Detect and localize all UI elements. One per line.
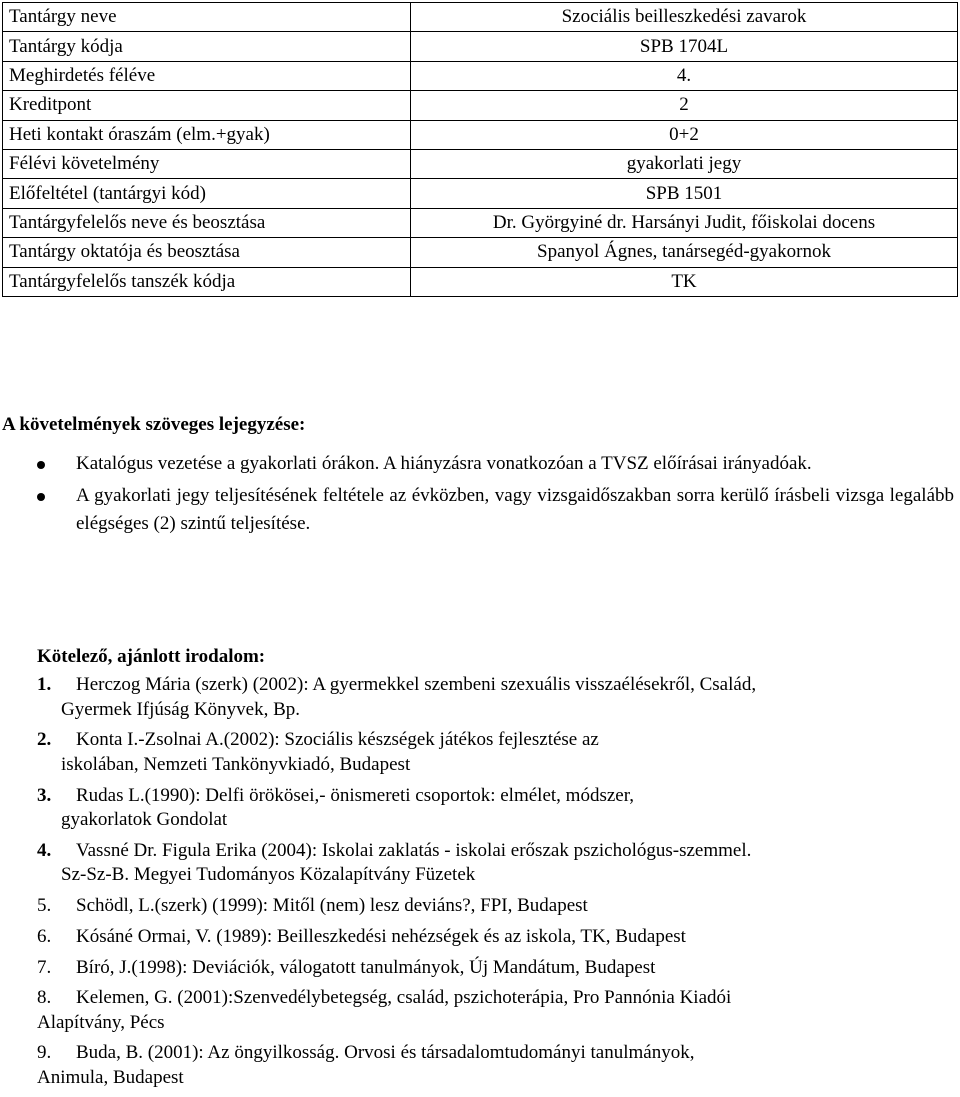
row-value: SPB 1704L (411, 32, 958, 61)
list-item (37, 673, 947, 722)
list-item (37, 839, 947, 888)
literature-list (37, 673, 947, 1097)
list-item (37, 925, 947, 950)
citation-text: Konta I.-Zsolnai A.(2002): Szociális készségek játékos fejlesztése az (76, 729, 599, 751)
citation-continuation: Gyermek Ifjúság Könyvek, Bp. (61, 698, 301, 720)
row-value: Szociális beilleszkedési zavarok (411, 3, 958, 32)
list-item (37, 1041, 947, 1090)
citation-text: Vassné Dr. Figula Erika (2004): Iskolai zaklatás - iskolai erőszak pszichológus-szemmel. (76, 839, 752, 861)
list-item (0, 482, 954, 538)
row-label: Kreditpont (3, 91, 411, 120)
row-label: Tantárgy oktatója és beosztása (3, 238, 411, 267)
row-value: Dr. Györgyiné dr. Harsányi Judit, főiskolai docens (411, 208, 958, 237)
citation-text: Kelemen, G. (2001):Szenvedélybetegség, család, pszichoterápia, Pro Pannónia Kiadói (76, 987, 732, 1009)
row-value: SPB 1501 (411, 179, 958, 208)
requirements-list (0, 450, 954, 542)
table-row (3, 179, 958, 208)
row-label: Heti kontakt óraszám (elm.+gyak) (3, 120, 411, 149)
row-label: Meghirdetés féléve (3, 61, 411, 90)
row-value: TK (411, 267, 958, 296)
citation-text: Rudas L.(1990): Delfi örökösei,- önismereti csoportok: elmélet, módszer, (76, 784, 635, 806)
requirement-text: A gyakorlati jegy teljesítésének feltétele az évközben, vagy vizsgaidőszakban sorra kerülő írásbeli vizsga legalább elégséges (2) szintű teljesítése. (76, 485, 954, 534)
requirements-heading: A követelmények szöveges lejegyzése: (2, 414, 306, 435)
row-value: Spanyol Ágnes, tanársegéd-gyakornok (411, 238, 958, 267)
row-value: gyakorlati jegy (411, 149, 958, 178)
citation-continuation: Animula, Budapest (37, 1067, 184, 1089)
list-item (37, 728, 947, 777)
table-row (3, 208, 958, 237)
citation-continuation: Sz-Sz-B. Megyei Tudományos Közalapítvány Füzetek (61, 864, 476, 886)
list-item (37, 894, 947, 919)
item-number: 3. (37, 784, 52, 806)
row-label: Félévi követelmény (3, 149, 411, 178)
row-value: 2 (411, 91, 958, 120)
table-row (3, 267, 958, 296)
bullet-icon (37, 461, 45, 469)
item-number: 6. (37, 925, 52, 947)
row-value: 4. (411, 61, 958, 90)
item-number: 4. (37, 839, 52, 861)
list-item (37, 956, 947, 981)
table-row (3, 91, 958, 120)
item-number: 7. (37, 956, 52, 978)
row-value: 0+2 (411, 120, 958, 149)
citation-continuation: Alapítvány, Pécs (37, 1011, 165, 1033)
citation-text: Buda, B. (2001): Az öngyilkosság. Orvosi és társadalomtudományi tanulmányok, (76, 1042, 695, 1064)
item-number: 2. (37, 729, 52, 751)
row-label: Tantárgy neve (3, 3, 411, 32)
list-item (37, 784, 947, 833)
row-label: Tantárgyfelelős neve és beosztása (3, 208, 411, 237)
list-item (0, 450, 954, 478)
table-row (3, 149, 958, 178)
table-row (3, 238, 958, 267)
bullet-icon (37, 493, 45, 501)
table-row (3, 32, 958, 61)
list-item (37, 986, 947, 1035)
citation-text: Herczog Mária (szerk) (2002): A gyermekkel szembeni szexuális visszaélésekről, Család, (76, 674, 757, 695)
item-number: 8. (37, 987, 52, 1009)
literature-heading: Kötelező, ajánlott irodalom: (37, 646, 266, 667)
course-info-table (2, 2, 958, 297)
citation-continuation: iskolában, Nemzeti Tankönyvkiadó, Budapest (61, 753, 411, 775)
table-row (3, 120, 958, 149)
item-number: 1. (37, 674, 52, 695)
row-label: Előfeltétel (tantárgyi kód) (3, 179, 411, 208)
requirement-text: Katalógus vezetése a gyakorlati órákon. A hiányzásra vonatkozóan a TVSZ előírásai irányadóak. (76, 453, 812, 474)
table-row (3, 61, 958, 90)
item-number: 5. (37, 895, 52, 917)
citation-text: Bíró, J.(1998): Deviációk, válogatott tanulmányok, Új Mandátum, Budapest (76, 956, 656, 978)
row-label: Tantárgyfelelős tanszék kódja (3, 267, 411, 296)
citation-text: Kósáné Ormai, V. (1989): Beilleszkedési nehézségek és az iskola, TK, Budapest (76, 925, 686, 947)
citation-continuation: gyakorlatok Gondolat (61, 809, 228, 831)
row-label: Tantárgy kódja (3, 32, 411, 61)
item-number: 9. (37, 1042, 52, 1064)
citation-text: Schödl, L.(szerk) (1999): Mitől (nem) lesz deviáns?, FPI, Budapest (76, 895, 588, 917)
table-row (3, 3, 958, 32)
